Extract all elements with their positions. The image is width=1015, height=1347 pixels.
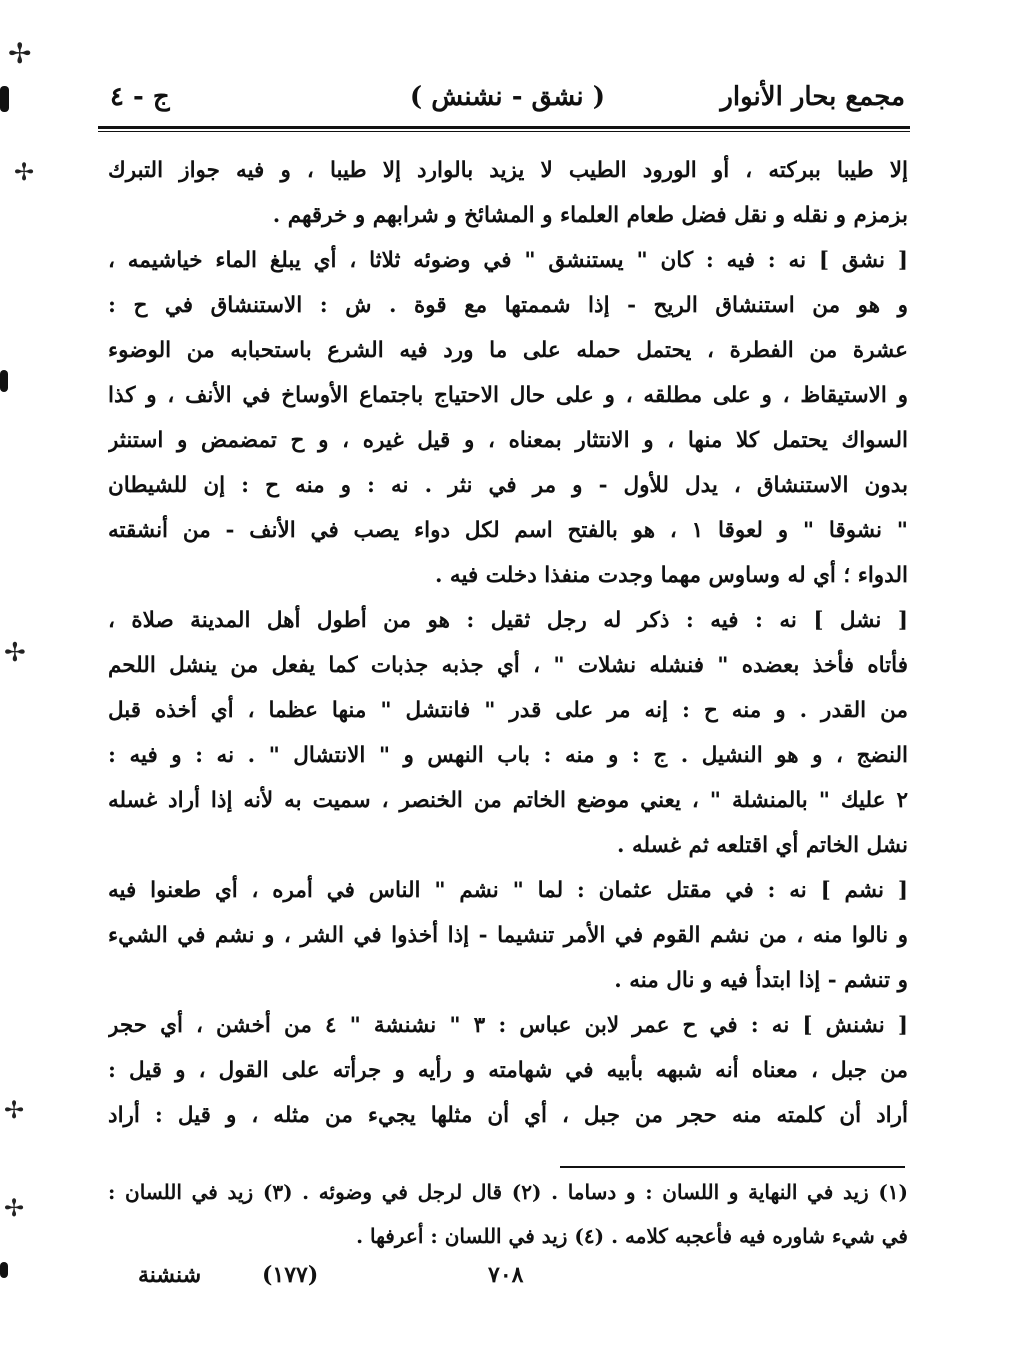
margin-dot: [0, 86, 9, 112]
text-line: [ نشنش ] نه : في ح عمر لابن عباس : ٣ " نشنشة " ٤ من أخشن ، أي حجر: [108, 1013, 908, 1038]
catchword: شنشنة: [138, 1262, 202, 1288]
margin-mark-top-left: ✢: [8, 37, 32, 70]
text-line: من جبل ، معناه أنه شبهه بأبيه في شهامته و رأيه و جرأته على القول ، و قيل :: [108, 1058, 908, 1083]
header-rule-thin: [98, 131, 910, 132]
footnotes: [108, 1170, 908, 1258]
text-line: و الاستيقاظ ، و على مطلقه ، و على حال الاحتياج باجتماع الأوساخ في الأنف ، و كذا: [108, 383, 908, 408]
footnote-line: في شيء شاوره فيه فأعجبه كلامه . (٤) زيد في اللسان : أعرفها .: [356, 1224, 908, 1248]
header-rule-thick: [98, 126, 910, 129]
text-line: و نالوا منه ، من نشم القوم في الأمر تنشيما - إذا أخذوا في الشر ، و نشم في الشيء: [108, 923, 908, 948]
text-line: و هو من استنشاق الريح - إذا شممتها مع قوة . ش : الاستنشاق في ح :: [108, 293, 908, 318]
text-line: [ نشم ] نه : في مقتل عثمان : لما " نشم " الناس في أمره ، أي طعنوا فيه: [108, 878, 908, 903]
text-line: من القدر . و منه ح : إنه مر على قدر " فانتشل " منها عظما ، أي أخذه قبل: [108, 698, 908, 723]
text-line: عشرة من الفطرة ، يحتمل حمله على ما ورد فيه الشرع باستحبابه من الوضوء: [108, 338, 908, 363]
margin-mark: ✢: [4, 1096, 25, 1124]
margin-mark: ✢: [4, 638, 26, 668]
text-line: [ نشق ] نه : فيه : كان " يستنشق " في وضوئه ثلاثا ، أي يبلغ الماء خياشيمه ،: [108, 248, 908, 273]
text-line: نشل الخاتم أي اقتلعه ثم غسله .: [616, 833, 908, 858]
page-number: ٧٠٨: [488, 1262, 524, 1288]
original-page-number: (١٧٧): [262, 1262, 319, 1288]
footnote-separator: [560, 1166, 905, 1168]
footnote-line: (١) زيد في النهاية و اللسان : و دساما . (٢) قال لرجل في وضوئه . (٣) زيد في اللسان :: [108, 1180, 908, 1204]
text-line: " نشوقا " و لعوقا ١ ، هو بالفتح اسم لكل دواء يصب في الأنف - من أنشقته: [108, 518, 908, 543]
main-text: [108, 148, 908, 1138]
text-line: و تنشم - إذا ابتدأ فيه و نال منه .: [614, 968, 908, 993]
volume-number: ج - ٤: [110, 82, 170, 112]
book-title: مجمع بحار الأنوار: [720, 82, 905, 112]
text-line: النضج ، و هو النشيل . ج : و منه : باب النهس و " الانتشال " . نه : و فيه :: [108, 743, 908, 768]
margin-mark: ✢: [14, 158, 35, 186]
margin-dot: [0, 370, 8, 392]
margin-dot: [0, 1262, 8, 1278]
text-line: بزمزم و نقله و نقل فضل طعام العلماء و المشائخ و شرابهم و خرقهم .: [272, 203, 908, 228]
text-line: الدواء ؛ أي له وساوس مهما وجدت منفذا دخلت فيه .: [434, 563, 908, 588]
text-line: بدون الاستنشاق ، يدل للأول - و مر في نثر . نه : و منه ح : إن للشيطان: [108, 473, 908, 498]
text-line: السواك يحتمل كلا منها ، و الانتثار بمعناه ، و قيل غيره ، و ح تمضمض و استنثر: [108, 428, 908, 453]
running-header: [110, 82, 905, 126]
text-line: أراد أن كلمته منه حجر من جبل ، أي أن مثلها يجيء من مثله ، و قيل : أراد: [108, 1103, 908, 1128]
text-line: إلا طيبا ببركته ، أو الورود الطيب لا يزيد بالوارد إلا طيبا ، و فيه جواز التبرك: [108, 158, 908, 183]
text-line: فأتاه فأخذ بعضده " فنشله نشلات " ، أي جذبه جذبات كما يفعل من ينشل اللحم: [108, 653, 908, 678]
text-line: [ نشل ] نه : فيه : ذكر له رجل ثقيل : هو من أطول أهل المدينة صلاة ،: [108, 608, 908, 633]
section-range: ( نشق - نشنش ): [409, 82, 605, 112]
margin-mark: ✢: [4, 1194, 25, 1222]
text-line: ٢ عليك " بالمنشلة " ، يعني موضع الخاتم من الخنصر ، سميت به لأنه إذا أراد غسله: [108, 788, 908, 813]
